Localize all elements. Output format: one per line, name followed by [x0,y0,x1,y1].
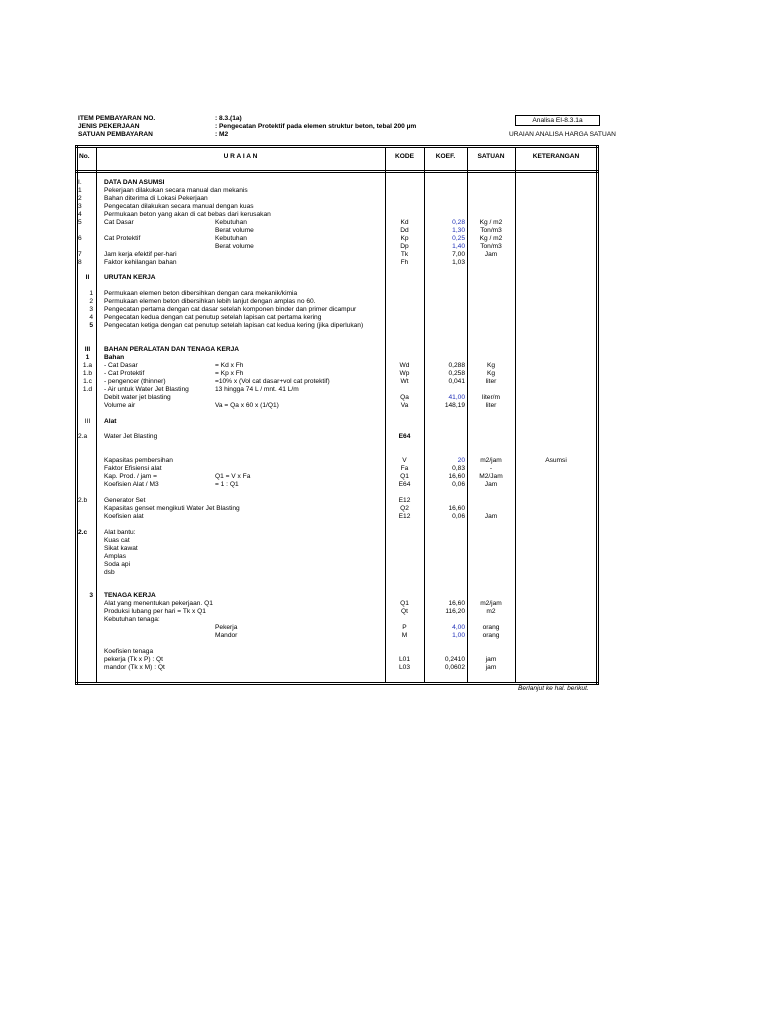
row-kode: P [402,624,407,632]
row-no: 1.c [83,377,92,385]
row-description: Bahan diterima di Lokasi Pekerjaan [104,194,208,202]
row-description: Kapasitas pembersihan [104,457,173,465]
row-kode: Tk [400,250,409,258]
table-top-border-2 [75,147,599,148]
table-top-border [75,145,599,146]
subtitle: URAIAN ANALISA HARGA SATUAN [509,131,616,138]
row-description: Soda api [104,560,131,568]
row-description: Faktor kehilangan bahan [104,258,177,266]
row-description: Kap. Prod. / jam = [104,473,157,481]
col-divider-no [96,147,97,683]
row-kode: M [401,632,408,640]
row-no: 1 [85,353,90,361]
row-description: - Cat Protektif [104,369,145,377]
row-kode: Wd [399,361,410,369]
col-header-kode: KODE [394,153,415,160]
row-formula: Berat volume [215,226,254,234]
row-kode: Dp [400,242,409,250]
col-header-uraian: U R A I A N [223,153,258,160]
row-description: Koefisien Alat / M3 [104,481,159,489]
row-satuan: orang [482,632,500,640]
row-koef: 16,60 [448,504,465,512]
row-description: Cat Dasar [104,218,134,226]
header-bottom-border-2 [75,172,599,173]
row-satuan: - [489,465,493,473]
row-description: TENAGA KERJA [104,592,156,600]
row-formula: 13 hingga 74 L / mnt. 41 L/m [215,385,299,393]
row-description: Pengecatan dilakukan secara manual dengan kuas [104,202,254,210]
col-divider-satuan [515,147,516,683]
row-koef: 20 [457,457,465,465]
row-satuan: Kg / m2 [479,218,503,226]
row-kode: E64 [398,481,411,489]
row-description: Amplas [104,552,126,560]
row-koef: 1,00 [452,632,465,640]
row-koef: 1,30 [452,226,465,234]
row-description: - Air untuk Water Jet Blasting [104,385,189,393]
row-description: URUTAN KERJA [104,274,156,282]
row-no: 3 [89,592,93,600]
row-koef: 16,60 [448,600,465,608]
row-satuan: Jam [484,250,498,258]
row-kode: E64 [398,433,411,441]
row-koef: 0,25 [452,234,465,242]
row-kode: Kp [400,234,409,242]
footer-note: Berlanjut ke hal. berikut. [518,685,589,692]
row-description: Debit water jet blasting [104,393,171,401]
row-formula: Kebutuhan [215,218,247,226]
row-no: 2.a [78,433,88,441]
row-formula: Q1 = V x Fa [215,473,251,481]
border-right [596,145,597,685]
row-koef: 148,19 [444,401,465,409]
row-satuan: liter [485,377,497,385]
col-header-koef: KOEF. [435,153,456,160]
row-description: Bahan [104,353,125,361]
row-no: 2 [89,298,93,306]
row-no: 1 [89,290,93,298]
row-no: 4 [78,210,82,218]
item-label: ITEM PEMBAYARAN NO. [78,115,156,122]
satuan-label: SATUAN PEMBAYARAN [78,131,153,138]
row-satuan: m2/jam [480,600,502,608]
row-description: - pengencer (thinner) [104,377,166,385]
col-header-no: No. [79,153,90,160]
row-formula: Va = Qa x 60 x (1/Q1) [215,401,279,409]
row-no: 2.b [78,497,88,504]
row-no: 1.d [82,385,93,393]
row-no: III [84,345,91,353]
row-formula: = Kd x Fh [215,361,244,369]
row-koef: 0,2410 [444,656,465,663]
row-satuan: Jam [484,481,498,489]
row-description: Alat [104,417,117,425]
row-no: 8 [78,258,82,266]
row-kode: Q2 [400,504,409,512]
row-no: III [84,417,91,425]
row-kode: Wp [399,369,410,377]
row-koef: 0,258 [448,369,465,377]
row-no: 5 [78,218,82,226]
row-satuan: Ton/m3 [480,226,502,234]
row-satuan: Kg [486,361,496,369]
row-kode: L01 [398,656,410,663]
row-description: pekerja (Tk x P) : Qt [104,656,163,663]
row-koef: 0,06 [452,512,465,520]
row-description: Pekerjaan dilakukan secara manual dan mekanis [104,186,248,194]
border-right-2 [598,145,599,685]
row-kode: Q1 [400,600,409,608]
row-satuan: orang [482,624,500,632]
row-satuan: m2 [486,608,496,616]
row-no: 1.a [82,361,93,369]
row-description: Volume air [104,401,136,409]
row-description: Permukaan beton yang akan di cat bebas dari kerusakan [104,210,271,218]
row-description: Faktor Efisiensi alat [104,465,162,473]
col-header-keterangan: KETERANGAN [532,153,580,160]
row-description: Alat yang menentukan pekerjaan. Q1 [104,600,213,608]
row-formula: Kebutuhan [215,234,247,242]
row-kode: Dd [400,226,409,234]
row-kode: Qa [400,393,409,401]
row-description: - Cat Dasar [104,361,138,369]
row-no: 3 [89,306,93,314]
row-satuan: Jam [484,512,498,520]
row-kode: V [402,457,407,465]
row-kode: Va [400,401,409,409]
row-formula: Mandor [215,632,238,640]
border-left [75,145,76,685]
row-koef: 41,00 [448,393,465,401]
row-koef: 7,00 [452,250,465,258]
row-description: Water Jet Blasting [104,433,158,441]
row-satuan: jam [485,664,497,671]
row-description: Pengecatan kedua dengan cat penutup setelah lapisan cat pertama kering [104,314,322,322]
table-bottom-border [75,682,599,683]
row-kode: Wt [400,377,409,385]
row-description: Produksi lubang per hari = Tk x Q1 [104,608,206,616]
row-description: Koefisien tenaga [104,648,154,656]
row-satuan: M2/Jam [479,473,503,481]
row-description: Pengecatan ketiga dengan cat penutup setelah lapisan cat kedua kering (jika diperlukan) [104,322,364,330]
jenis-value: : Pengecatan Protektif pada elemen struktur beton, tebal 200 µm [215,123,417,130]
row-description: BAHAN PERALATAN DAN TENAGA KERJA [104,345,240,353]
row-satuan: liter [485,401,497,409]
row-koef: 0,83 [452,465,465,473]
row-satuan: Kg / m2 [479,234,503,242]
row-no: 2.c [78,528,88,536]
row-no: 4 [89,314,93,322]
row-koef: 0,0602 [444,664,465,671]
row-koef: 0,28 [452,218,465,226]
row-no: 7 [78,250,82,258]
row-kode: Q1 [400,473,409,481]
row-description: Kebutuhan tenaga: [104,616,160,624]
row-description: mandor (Tk x M) : Qt [104,664,165,671]
row-description: Sikat kawat [104,544,138,552]
row-formula: = Kp x Fh [215,369,244,377]
row-no: 2 [78,194,82,202]
row-description: Permukaan elemen beton dibersihkan dengan cara mekanik/kimia [104,290,298,298]
row-keterangan: Asumsi [545,457,567,465]
row-description: Koefisien alat [104,512,144,520]
row-satuan: Kg [486,369,496,377]
row-kode: Qt [401,608,408,616]
row-description: Kuas cat [104,536,130,544]
row-description: dsb [104,568,115,576]
row-description: Pengecatan pertama dengan cat dasar setelah komponen binder dan primer dicampur [104,306,357,314]
row-koef: 16,60 [448,473,465,481]
col-header-satuan: SATUAN [477,153,505,160]
row-koef: 116,20 [445,608,465,616]
analysis-ref: Analisa EI-8.3.1a [515,115,600,126]
row-koef: 0,041 [448,377,465,385]
row-koef: 1,40 [452,242,465,250]
row-koef: 0,06 [452,481,465,489]
row-description: DATA DAN ASUMSI [104,179,165,186]
row-formula: Berat volume [215,242,254,250]
row-description: Jam kerja efektif per-hari [104,250,177,258]
row-kode: Kd [400,218,409,226]
row-satuan: m2/jam [480,457,502,465]
row-description: Alat bantu: [104,528,136,536]
row-satuan: liter/m [482,393,500,401]
row-no: II [85,274,90,282]
row-description: Generator Set [104,497,146,504]
row-no: 1 [78,186,82,194]
row-formula: = 1 : Q1 [215,481,239,489]
row-description: Kapasitas genset mengikuti Water Jet Blasting [104,504,240,512]
row-no: 3 [78,202,82,210]
row-no: 1.b [82,369,93,377]
row-koef: 1,03 [452,258,465,266]
row-kode: Fa [400,465,409,473]
row-no: I. [78,179,82,186]
row-satuan: jam [485,656,497,663]
row-kode: E12 [398,497,411,504]
row-satuan: Ton/m3 [480,242,502,250]
satuan-value: : M2 [215,131,229,138]
row-kode: E12 [398,512,411,520]
row-no: 6 [78,234,82,242]
row-koef: 4,00 [452,624,465,632]
item-value: : 8.3.(1a) [215,115,242,122]
row-koef: 0,288 [448,361,465,369]
jenis-label: JENIS PEKERJAAN [78,123,140,130]
row-kode: L03 [398,664,410,671]
row-description: Permukaan elemen beton dibersihkan lebih lanjut dengan amplas no 60. [104,298,316,306]
row-no: 5 [89,322,93,330]
row-description: Cat Protektif [104,234,141,242]
row-kode: Fh [400,258,409,266]
row-formula: =10% x (Vol cat dasar+vol cat protektif) [215,377,330,385]
header-bottom-border [75,170,599,171]
row-formula: Pekerja [215,624,238,632]
